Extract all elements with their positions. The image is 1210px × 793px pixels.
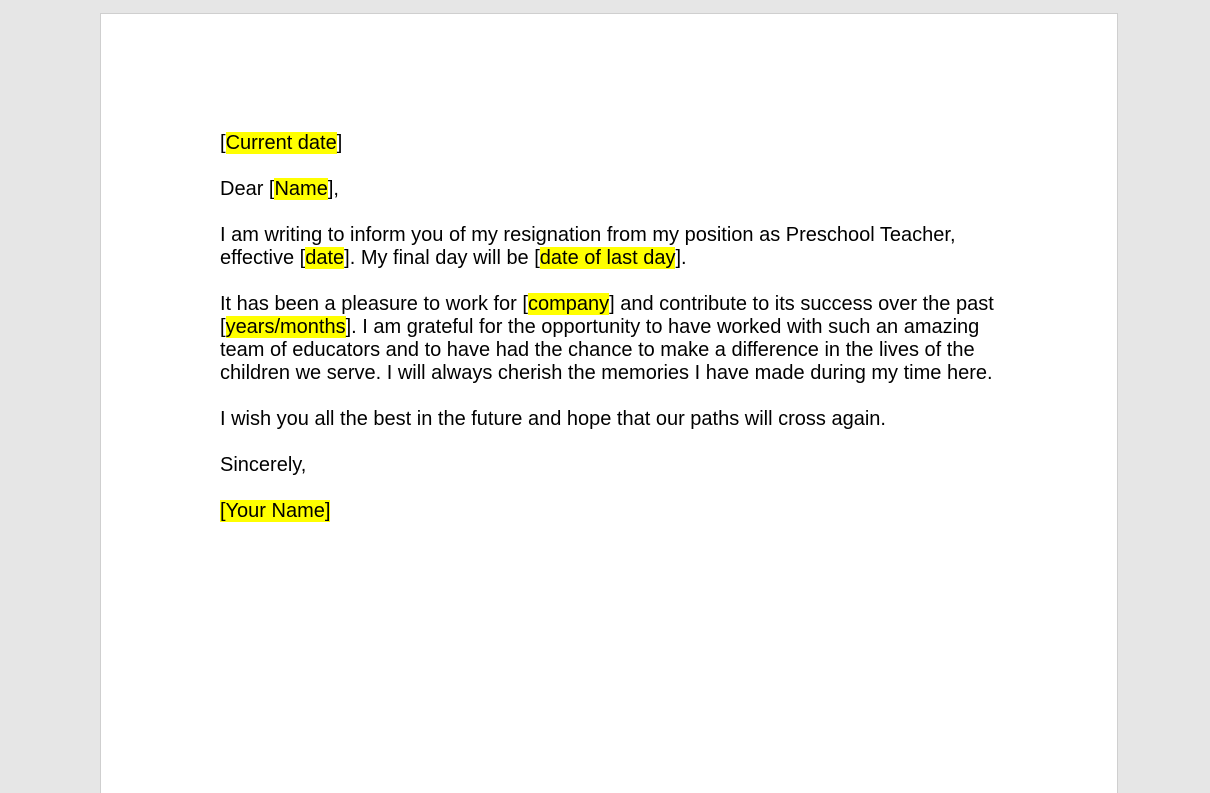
current-date-placeholder: Current date [225,132,337,154]
your-name-placeholder: [Your Name] [220,500,331,522]
salutation [220,178,1020,201]
name-placeholder: Name [274,178,328,200]
closing: Sincerely, [220,454,307,476]
salutation-suffix: ], [327,178,339,200]
close-bracket: ] [336,132,343,154]
paragraph-gratitude [220,293,1020,385]
years-months-placeholder: years/months [225,316,346,338]
signature-line [220,500,1020,523]
open-bracket: [ [220,132,226,154]
paragraph2-text-3: ]. I am grateful for the opportunity to have worked with such an amazing team of educators and to have had the chance to make a difference in the lives of the children we serve. I will always cherish the memories I have made during my time here. [220,316,993,384]
paragraph1-text-1: I am writing to inform you of my resignation from my position as Preschool Teacher, effective [ [220,224,956,269]
paragraph1-text-2: ]. My final day will be [ [344,247,540,269]
current-date-line [220,132,1020,155]
last-day-placeholder: date of last day [539,247,676,269]
paragraph1-text-3: ]. [675,247,687,269]
letter-body[interactable] [220,132,1020,546]
document-page[interactable] [100,13,1118,793]
salutation-prefix: Dear [ [220,178,275,200]
paragraph-resignation-notice [220,224,1020,270]
paragraph2-text-1: It has been a pleasure to work for [ [220,293,528,315]
company-placeholder: company [527,293,610,315]
date-placeholder: date [305,247,345,269]
paragraph2-text-2: ] and contribute to its success over the past [ [220,293,994,338]
paragraph-well-wishes: I wish you all the best in the future and hope that our paths will cross again. [220,408,886,430]
